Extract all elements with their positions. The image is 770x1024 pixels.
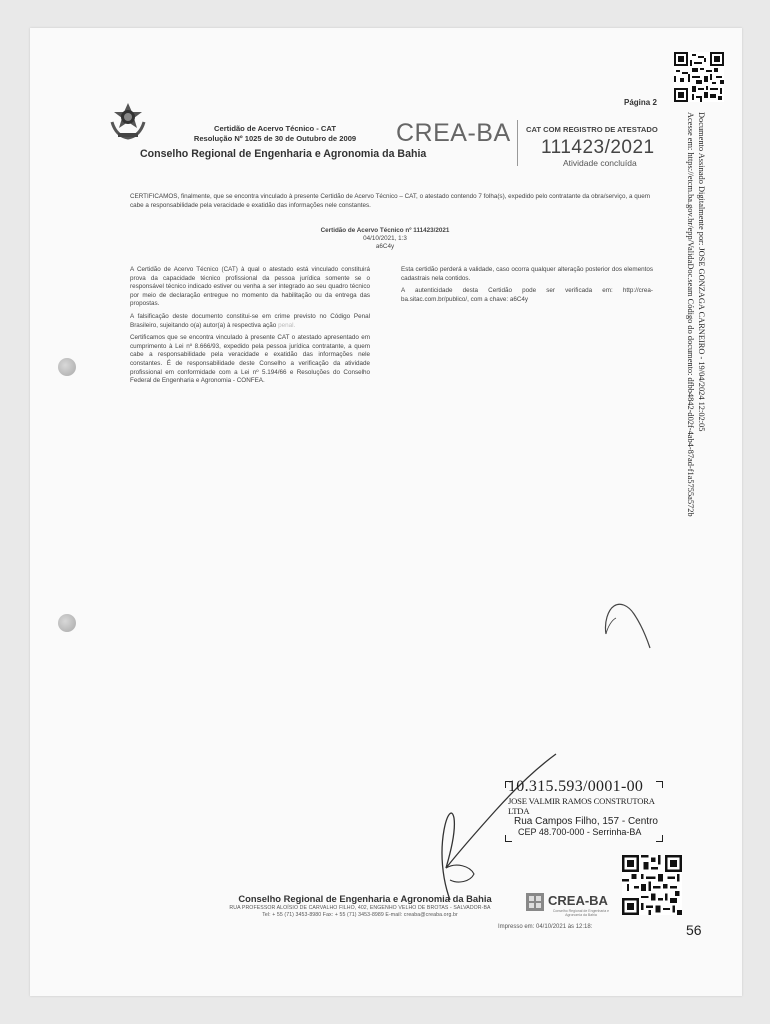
printed-at: Impresso em: 04/10/2021 às 12:18: — [498, 924, 593, 930]
cat-status: Atividade concluída — [563, 158, 637, 168]
council-name: Conselho Regional de Engenharia e Agronomia da Bahia — [140, 148, 427, 160]
certify-paragraph: CERTIFICAMOS, finalmente, que se encontra vinculado à presente Certidão de Acervo Técnico – CAT, o atestado contendo 7 folha(s), expedido pelo contratante da obra/serviço, a quem cabe a responsabilidade pela veracidade e exatidão das informações nele constantes. — [130, 193, 650, 209]
stamp-cep: CEP 48.700-000 - Serrinha-BA — [518, 827, 642, 837]
page-number: 56 — [686, 922, 702, 938]
left-column — [130, 266, 370, 386]
cat-reference — [280, 227, 490, 251]
footer-contact: Tel: + 55 (71) 3453-8980 Fax: + 55 (71) 3453-8989 E-mail: creaba@creaba.org.br — [262, 912, 458, 918]
forgery-text: A falsificação deste documento constitui-se em crime previsto no Código Penal Brasileiro, sujeitando o(a) autor(a) à respectiva ação — [130, 312, 370, 329]
crea-ba-logo-icon — [526, 893, 544, 911]
signature-line: Documento Assinado Digitalmente por: JOSE GONZAGA CARNEIRO - 19/04/2024 12:02:05 — [697, 112, 706, 432]
footer-logo-text: CREA-BA — [548, 893, 608, 908]
cat-reference-date: 04/10/2021, 1:3 — [363, 235, 407, 242]
footer-address: RUA PROFESSOR ALOÍSIO DE CARVALHO FILHO, 402, ENGENHO VELHO DE BROTAS - SALVADOR-BA — [229, 905, 491, 911]
cat-validity-paragraph: A Certidão de Acervo Técnico (CAT) à qual o atestado está vinculado constituirá prova da capacidade técnico profissional da pessoa jurídica somente se o responsável técnico indicado estiver ou venha a ser integrado ao seu quadro técnico por meio de declaração entregue no momento da habilitação ou da entrega das propostas. — [130, 266, 370, 308]
cert-title: Certidão de Acervo Técnico - CAT — [214, 124, 336, 133]
page-label: Página 2 — [624, 98, 657, 107]
validity-paragraph: Esta certidão perderá a validade, caso ocorra qualquer alteração posterior dos elementos cadastrais nela contidos. — [401, 266, 653, 282]
footer-logo-subtitle: Conselho Regional de Engenharia e Agronomia da Bahia — [552, 909, 610, 917]
right-column — [401, 266, 653, 304]
document-page — [30, 28, 742, 996]
stamp-cnpj: 10.315.593/0001-00 — [508, 778, 644, 795]
stamp-street: Rua Campos Filho, 157 - Centro — [514, 816, 658, 827]
footer-council-name: Conselho Regional de Engenharia e Agronomia da Bahia — [238, 893, 492, 904]
forgery-text-faded: penal. — [278, 321, 296, 329]
brazil-coat-of-arms-icon — [108, 102, 148, 140]
cat-number: 111423/2021 — [541, 137, 655, 158]
handwritten-mark — [590, 596, 660, 656]
digital-signature-note — [685, 112, 707, 632]
access-line: Acesse em: https://etcm.ba.gov.br/epp/ValidaDoc.seam Código do documento: dfbb4842-d02f-4ab4-87ad-f1a5755a572b — [686, 112, 695, 517]
authenticity-qr-code — [622, 855, 682, 915]
divider — [517, 120, 518, 166]
verification-qr-code — [674, 52, 724, 102]
punch-hole — [58, 614, 76, 632]
cat-heading: CAT COM REGISTRO DE ATESTADO — [526, 125, 658, 134]
authenticity-paragraph: A autenticidade desta Certidão pode ser verificada em: http://crea-ba.sitac.com.br/publico/, com a chave: a6C4y — [401, 287, 653, 303]
law-paragraph: Certificamos que se encontra vinculado à presente CAT o atestado apresentado em cumprimento à Lei nº 8.666/93, expedido pela pessoa jurídica contratante, a quem cabe a responsabilidade pela veracidade e exatidão das informações nele constantes. É de responsabilidade deste Conselho a verificação da atividade profissional em conformidade com a Lei nº 5.194/66 e Resoluções do Conselho Federal de Engenharia e Agronomia - CONFEA. — [130, 334, 370, 385]
punch-hole — [58, 358, 76, 376]
crea-ba-logo: CREA-BA — [396, 119, 511, 147]
stamp-company-name: JOSE VALMIR RAMOS CONSTRUTORA LTDA — [508, 796, 655, 816]
cat-reference-title: Certidão de Acervo Técnico nº 111423/2021 — [320, 227, 450, 234]
forgery-paragraph — [130, 313, 370, 330]
cat-reference-key: a6C4y — [375, 243, 395, 250]
resolution: Resolução Nº 1025 de 30 de Outubro de 2009 — [193, 134, 357, 143]
company-stamp — [508, 778, 658, 837]
